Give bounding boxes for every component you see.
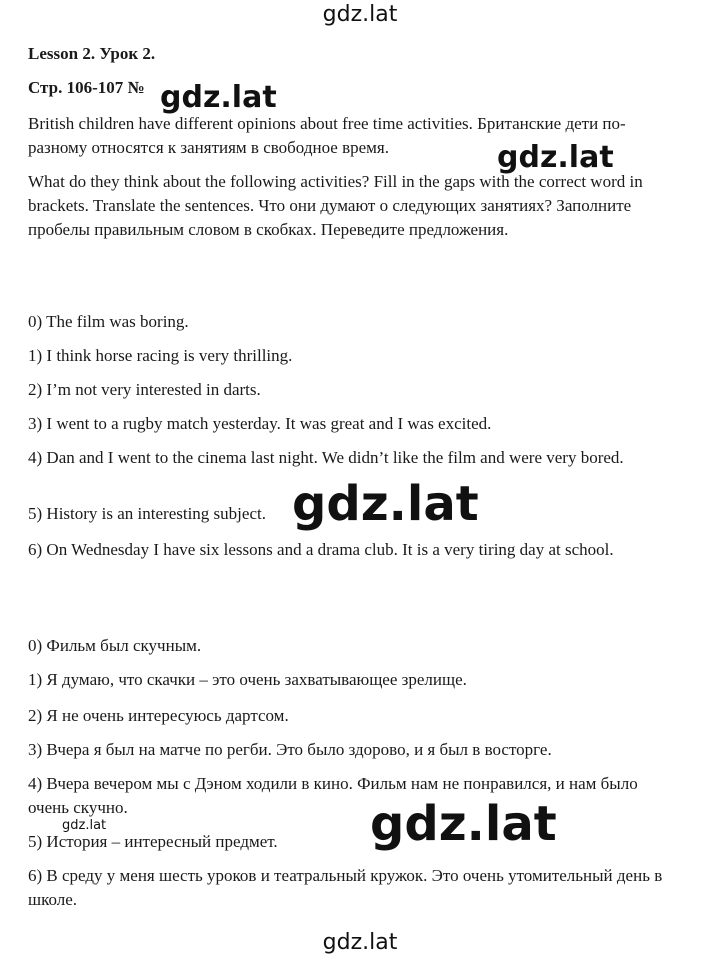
english-sentence-0: 0) The film was boring. — [28, 312, 189, 331]
english-sentence-2: 2) I’m not very interested in darts. — [28, 380, 261, 399]
watermark-small: gdz.lat — [62, 818, 107, 833]
russian-sentence-2: 2) Я не очень интересуюсь дартсом. — [28, 706, 289, 725]
english-sentence-3: 3) I went to a rugby match yesterday. It was great and I was excited. — [28, 414, 492, 433]
russian-sentence-3: 3) Вчера я был на матче по регби. Это было здорово, и я был в восторге. — [28, 740, 552, 759]
watermark-4: gdz.lat — [370, 796, 557, 852]
lesson-title: Lesson 2. Урок 2. — [28, 44, 156, 63]
watermark-2: gdz.lat — [497, 140, 614, 175]
watermark-1: gdz.lat — [160, 80, 277, 115]
english-sentence-5: 5) History is an interesting subject. — [28, 504, 266, 523]
english-sentence-1: 1) I think horse racing is very thrilling. — [28, 346, 293, 365]
russian-sentence-4: 4) Вчера вечером мы с Дэном ходили в кино. Фильм нам не понравился, и нам было очень скучно. — [28, 774, 638, 817]
page-reference: Стр. 106-107 № — [28, 78, 145, 97]
english-sentence-4: 4) Dan and I went to the cinema last night. We didn’t like the film and were very bored. — [28, 448, 624, 467]
russian-sentence-1: 1) Я думаю, что скачки – это очень захватывающее зрелище. — [28, 670, 467, 689]
russian-sentence-0: 0) Фильм был скучным. — [28, 636, 202, 655]
watermark-top: gdz.lat — [322, 2, 398, 27]
watermark-3: gdz.lat — [292, 476, 479, 532]
task-paragraph: What do they think about the following activities? Fill in the gaps with the correct word in brackets. Translate the sentences. Что они думают о следующих занятиях? Заполните пробелы правильным словом в скобках. Переведите предложения. — [28, 172, 643, 239]
russian-sentence-5: 5) История – интересный предмет. — [28, 832, 278, 851]
intro-paragraph: British children have different opinions about free time activities. Британские дети по-разному относятся к занятиям в свободное время. — [28, 114, 626, 157]
russian-sentence-6: 6) В среду у меня шесть уроков и театральный кружок. Это очень утомительный день в школе. — [28, 866, 663, 909]
english-sentence-6: 6) On Wednesday I have six lessons and a drama club. It is a very tiring day at school. — [28, 540, 614, 559]
watermark-bottom: gdz.lat — [322, 930, 398, 955]
